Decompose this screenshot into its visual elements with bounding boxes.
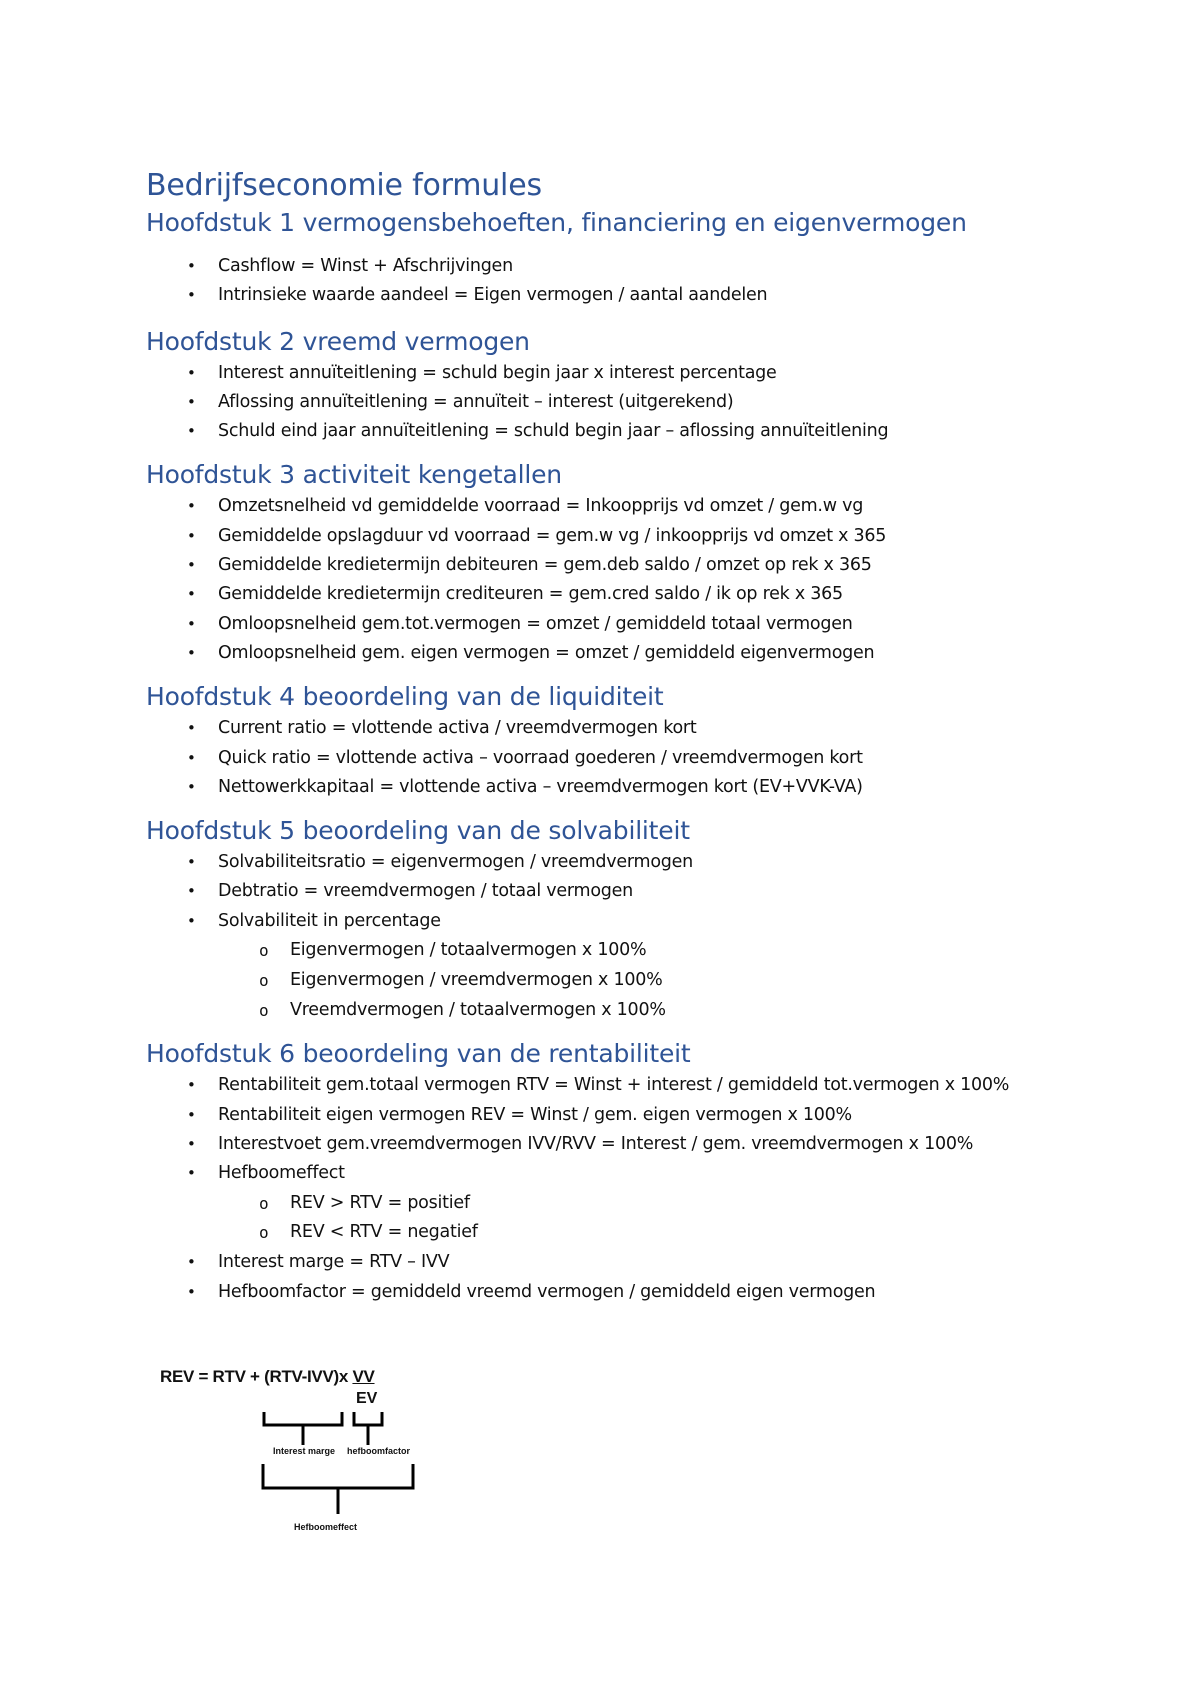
- formula-vv-text: VV: [352, 1367, 375, 1386]
- list-item: [146, 610, 1106, 639]
- list-item-text: Omloopsnelheid gem.tot.vermogen = omzet / gemiddeld totaal vermogen: [218, 613, 853, 634]
- sub-bullet-icon: o: [259, 941, 269, 961]
- bullet-icon: •: [187, 882, 196, 901]
- bullet-icon: •: [187, 257, 196, 275]
- sub-list-item: [146, 996, 1106, 1026]
- section-hoofdstuk-6: [146, 1037, 1106, 1306]
- formula-list: [146, 359, 1106, 447]
- list-item: [146, 1071, 1106, 1100]
- list-item-text: Gemiddelde opslagduur vd voorraad = gem.w vg / inkoopprijs vd omzet x 365: [218, 525, 887, 546]
- sub-list-item-text: Eigenvermogen / totaalvermogen x 100%: [290, 940, 647, 961]
- bullet-icon: •: [187, 853, 196, 872]
- list-item-text: Solvabiliteitsratio = eigenvermogen / vreemdvermogen: [218, 852, 693, 873]
- section-heading: Hoofdstuk 6 beoordeling van de rentabiliteit: [146, 1039, 691, 1069]
- list-item-text: Hefboomeffect: [218, 1163, 345, 1184]
- list-item-text: Hefboomfactor = gemiddeld vreemd vermogen / gemiddeld eigen vermogen: [218, 1281, 876, 1302]
- section-hoofdstuk-1: [146, 206, 1106, 311]
- bullet-icon: •: [187, 643, 196, 662]
- formula-ev-text: EV: [356, 1390, 378, 1407]
- bullet-icon: •: [187, 614, 196, 633]
- bullet-icon: •: [187, 585, 196, 604]
- list-item: [146, 359, 1106, 388]
- section-hoofdstuk-5: [146, 814, 1106, 1025]
- hefboomeffect-bracket: [263, 1464, 413, 1514]
- section-hoofdstuk-3: [146, 458, 1106, 668]
- list-item-text: Debtratio = vreemdvermogen / totaal vermogen: [218, 881, 633, 902]
- bullet-icon: •: [187, 497, 196, 516]
- list-item: [146, 714, 1106, 743]
- bullet-icon: •: [187, 911, 196, 930]
- list-item: [146, 1130, 1106, 1159]
- sub-list-item: [146, 1189, 1106, 1219]
- interest-marge-bracket: [264, 1412, 342, 1445]
- list-item-text: Interestvoet gem.vreemdvermogen IVV/RVV = Interest / gem. vreemdvermogen x 100%: [218, 1134, 974, 1155]
- formula-list: [146, 714, 1106, 802]
- sub-list-item-text: REV < RTV = negatief: [290, 1222, 478, 1243]
- bullet-icon: •: [187, 748, 196, 767]
- bullet-icon: •: [187, 363, 196, 382]
- bullet-icon: •: [187, 777, 196, 796]
- formula-list: [146, 1071, 1106, 1306]
- document-title: Bedrijfseconomie formules: [146, 168, 542, 203]
- list-item-text: Omzetsnelheid vd gemiddelde voorraad = Inkoopprijs vd omzet / gem.w vg: [218, 496, 864, 517]
- sub-bullet-icon: o: [259, 970, 269, 990]
- list-item-text: Gemiddelde kredietermijn debiteuren = gem.deb saldo / omzet op rek x 365: [218, 555, 872, 576]
- sub-list-item: [146, 966, 1106, 996]
- list-item: [146, 744, 1106, 773]
- formula-list: [146, 492, 1106, 668]
- list-item-text: Cashflow = Winst + Afschrijvingen: [218, 256, 513, 276]
- leverage-diagram: [160, 1367, 460, 1542]
- list-item: [146, 417, 1106, 446]
- list-item: [146, 1248, 1106, 1277]
- list-item: [146, 848, 1106, 877]
- formula-main-text: REV = RTV + (RTV-IVV)x: [160, 1367, 353, 1386]
- list-item-text: Quick ratio = vlottende activa – voorraad goederen / vreemdvermogen kort: [218, 747, 863, 768]
- list-item: [146, 252, 1106, 281]
- list-item: [146, 492, 1106, 521]
- sub-list-item: [146, 936, 1106, 966]
- list-item-text: Rentabiliteit gem.totaal vermogen RTV = Winst + interest / gemiddeld tot.vermogen x 100%: [218, 1075, 1010, 1096]
- bullet-icon: •: [187, 556, 196, 575]
- sub-bullet-icon: o: [259, 1193, 269, 1213]
- bullet-icon: •: [187, 392, 196, 411]
- section-heading: Hoofdstuk 3 activiteit kengetallen: [146, 460, 562, 490]
- list-item-text: Omloopsnelheid gem. eigen vermogen = omzet / gemiddeld eigenvermogen: [218, 642, 875, 663]
- sub-bullet-icon: o: [259, 1223, 269, 1243]
- list-item-text: Gemiddelde kredietermijn crediteuren = gem.cred saldo / ik op rek x 365: [218, 584, 843, 605]
- formula-list: [146, 848, 1106, 1025]
- list-item-text: Interest annuïteitlening = schuld begin jaar x interest percentage: [218, 362, 777, 383]
- bullet-icon: •: [187, 1135, 196, 1154]
- bullet-icon: •: [187, 286, 196, 305]
- hefboomfactor-bracket: [354, 1412, 382, 1445]
- bullet-icon: •: [187, 526, 196, 545]
- list-item: [146, 522, 1106, 551]
- list-item: [146, 877, 1106, 906]
- section-heading: Hoofdstuk 2 vreemd vermogen: [146, 326, 530, 356]
- bullet-icon: •: [187, 1105, 196, 1124]
- bullet-icon: •: [187, 719, 196, 738]
- sub-list-item-text: Vreemdvermogen / totaalvermogen x 100%: [290, 999, 666, 1020]
- hefboomeffect-label: Hefboomeffect: [294, 1522, 358, 1532]
- section-heading: Hoofdstuk 1 vermogensbehoeften, financiering en eigenvermogen: [146, 208, 967, 237]
- sub-list-item-text: Eigenvermogen / vreemdvermogen x 100%: [290, 969, 663, 990]
- list-item-text: Schuld eind jaar annuïteitlening = schuld begin jaar – aflossing annuïteitlening: [218, 421, 889, 442]
- list-item: [146, 281, 1106, 310]
- list-item-text: Intrinsieke waarde aandeel = Eigen vermogen / aantal aandelen: [218, 285, 768, 306]
- list-item: [146, 1101, 1106, 1130]
- list-item-text: Current ratio = vlottende activa / vreemdvermogen kort: [218, 718, 697, 739]
- list-item-text: Aflossing annuïteitlening = annuïteit – interest (uitgerekend): [218, 391, 734, 412]
- section-hoofdstuk-2: [146, 325, 1106, 447]
- bullet-icon: •: [187, 1253, 196, 1272]
- section-hoofdstuk-4: [146, 680, 1106, 802]
- section-heading: Hoofdstuk 5 beoordeling van de solvabiliteit: [146, 816, 690, 846]
- list-item: [146, 388, 1106, 417]
- list-item: [146, 1278, 1106, 1307]
- sub-bullet-icon: o: [259, 1000, 269, 1020]
- bullet-icon: •: [187, 1282, 196, 1301]
- list-item: [146, 580, 1106, 609]
- list-item-text: Nettowerkkapitaal = vlottende activa – vreemdvermogen kort (EV+VVK-VA): [218, 776, 863, 797]
- hefboomfactor-label: hefboomfactor: [347, 1446, 410, 1456]
- bullet-icon: •: [187, 422, 196, 441]
- sub-list-item-text: REV > RTV = positief: [290, 1192, 470, 1213]
- sub-list-item: [146, 1218, 1106, 1248]
- formula-list: [146, 252, 1106, 311]
- section-heading: Hoofdstuk 4 beoordeling van de liquiditeit: [146, 682, 664, 712]
- list-item: [146, 639, 1106, 668]
- interest-marge-label: Interest marge: [273, 1446, 336, 1456]
- bullet-icon: •: [187, 1076, 196, 1095]
- list-item: [146, 551, 1106, 580]
- list-item-text: Rentabiliteit eigen vermogen REV = Winst / gem. eigen vermogen x 100%: [218, 1104, 852, 1125]
- document-page: [146, 166, 1106, 1307]
- list-item: [146, 773, 1106, 802]
- list-item: [146, 907, 1106, 936]
- list-item-text: Interest marge = RTV – IVV: [218, 1252, 450, 1273]
- list-item-text: Solvabiliteit in percentage: [218, 910, 441, 931]
- bullet-icon: •: [187, 1164, 196, 1183]
- list-item: [146, 1159, 1106, 1188]
